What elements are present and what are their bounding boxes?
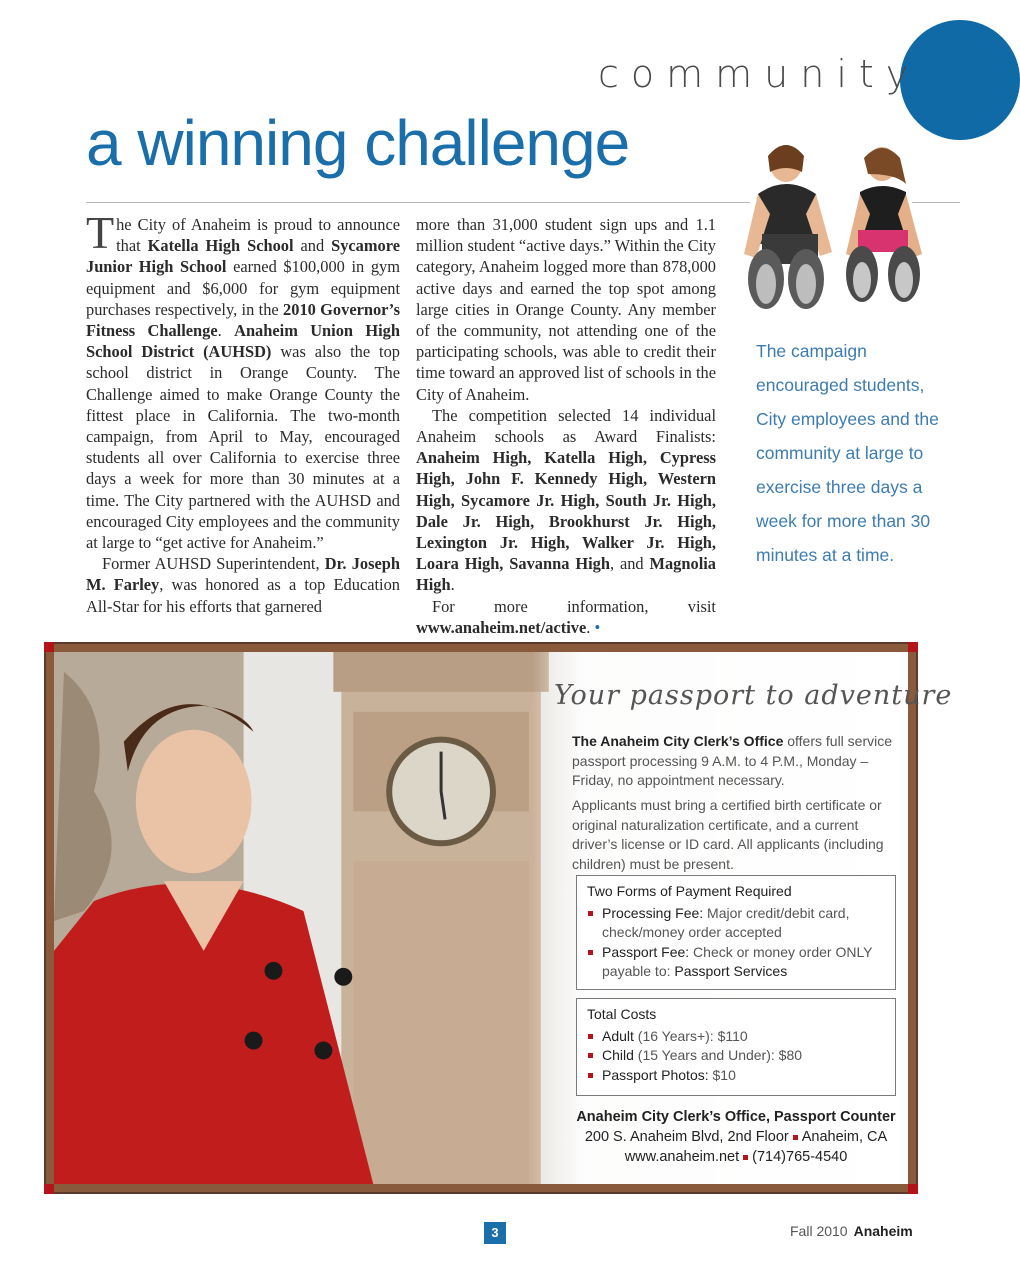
article-headline: a winning challenge xyxy=(86,107,630,179)
section-label: community xyxy=(598,52,921,96)
cost-price: $110 xyxy=(717,1027,748,1044)
contact-city: Anaheim, CA xyxy=(801,1129,888,1145)
payment-label: Passport Fee: xyxy=(602,943,690,960)
ad-corner-mark xyxy=(44,642,54,652)
cost-price: $80 xyxy=(778,1047,803,1063)
paragraph-3: more than 31,000 student sign ups and 1.1 million student “active days.” Within the City category, Anaheim logged more than 878,000 active days and earned the top spot among large cities in Orange County. Any member of the community, not attending one of the participating schools, was able to credit their time toward an approved list of schools in the City of Anaheim. xyxy=(416,215,716,404)
cost-label: Adult xyxy=(602,1027,634,1044)
ad-corner-mark xyxy=(44,1184,54,1194)
cost-price: $10 xyxy=(712,1066,736,1083)
payment-title: Two Forms of Payment Required xyxy=(587,883,792,899)
cost-label: Passport Photos: xyxy=(602,1066,709,1083)
cost-item xyxy=(587,1027,885,1047)
paragraph-2 xyxy=(86,553,400,617)
pull-quote: The campaign encouraged students, City employees and the community at large to exercise three days a week for more than 30 minutes at a time. xyxy=(756,341,939,565)
header-rule xyxy=(86,202,750,203)
article-column-2 xyxy=(416,214,716,638)
finalist-school-last: Magnolia High xyxy=(416,554,716,595)
page-number: 3 xyxy=(484,1222,506,1244)
payment-list xyxy=(587,904,885,982)
school-name: Katella High School xyxy=(147,236,294,256)
passport-ad xyxy=(44,642,953,1194)
cost-label: Child xyxy=(602,1047,634,1063)
payment-value: Check or money order ONLY payable to: xyxy=(602,943,873,979)
text-run: was also the top school district in Orange County. The Challenge aimed to make Orange County the fittest place in California. The two-month campaign, from April to May, encouraged students all over California to exercise three days a week for more than 30 minutes at a time. The City partnered with the AUHSD and encouraged City employees and the community at large to “get active for Anaheim.” xyxy=(86,342,400,553)
payee-name: Passport Services xyxy=(674,963,788,979)
text-run: and xyxy=(293,236,332,256)
costs-title: Total Costs xyxy=(587,1006,657,1022)
ad-title: Your passport to adventure xyxy=(554,680,953,711)
costs-box xyxy=(576,998,896,1096)
text-run: . xyxy=(217,321,235,341)
page-footer xyxy=(790,1223,913,1239)
payment-item xyxy=(587,943,885,982)
contact-phone: (714)765-4540 xyxy=(752,1149,848,1165)
payment-value: Major credit/debit card, check/money order accepted xyxy=(602,904,850,940)
person-name: Dr. Joseph M. Farley xyxy=(86,554,400,595)
text-run: For more information, visit xyxy=(432,596,716,616)
text-run: earned $100,000 in gym equipment and $6,000 for gym equipment purchases respectively, in the xyxy=(86,257,400,319)
paragraph-1 xyxy=(86,207,400,553)
ad-corner-mark xyxy=(908,1184,918,1194)
challenge-name: 2010 Governor’s Fitness Challenge xyxy=(86,299,400,341)
text-run: . xyxy=(586,617,595,637)
ad-content xyxy=(54,652,953,1184)
cost-item xyxy=(587,1046,885,1066)
fitness-photo xyxy=(736,134,936,324)
drop-cap: T xyxy=(86,207,115,258)
issue-date: Fall 2010 xyxy=(790,1223,848,1239)
contact-web-phone-line xyxy=(564,1147,908,1167)
text-run: . xyxy=(450,575,455,595)
info-link[interactable]: www.anaheim.net/active xyxy=(416,617,587,637)
separator-square xyxy=(743,1155,748,1160)
text-run: he City of Anaheim is proud to announce that xyxy=(116,215,400,256)
ad-requirements: Applicants must bring a certified birth certificate or original naturalization certificate, and a current driver’s license or ID card. All applicants (including children) must be present. xyxy=(572,797,884,872)
payment-box xyxy=(576,875,896,990)
end-mark: • xyxy=(594,617,601,637)
cost-detail: (16 Years+): xyxy=(633,1027,718,1044)
ad-intro xyxy=(572,732,902,791)
office-name: The Anaheim City Clerk’s Office xyxy=(572,733,784,749)
contact-name: Anaheim City Clerk’s Office, Passport Counter xyxy=(576,1109,896,1125)
publication-name: Anaheim xyxy=(853,1223,913,1239)
paragraph-5 xyxy=(416,596,716,638)
text-run: Former AUHSD Superintendent, xyxy=(102,554,325,574)
finalist-schools: Anaheim High, Katella High, Cypress High, John F. Kennedy High, Western High, Sycamore Jr. High, South Jr. High, Dale Jr. High, Brookhurst Jr. High, Lexington Jr. High, Walker Jr. High, Loara High, Savanna High xyxy=(416,448,716,574)
cost-item xyxy=(587,1066,885,1086)
ad-contact xyxy=(564,1107,908,1167)
payment-label: Processing Fee: xyxy=(602,904,704,921)
payment-item xyxy=(587,904,885,943)
separator-square xyxy=(793,1135,798,1140)
ad-corner-mark xyxy=(908,642,918,652)
paragraph-4 xyxy=(416,405,716,596)
costs-list xyxy=(587,1027,885,1086)
office-hours: offers full service passport processing 9 A.M. to 4 P.M., Monday – Friday, no appointment necessary. xyxy=(572,733,893,788)
text-run: , and xyxy=(609,554,650,574)
contact-website[interactable]: www.anaheim.net xyxy=(624,1149,740,1165)
contact-address: 200 S. Anaheim Blvd, 2nd Floor xyxy=(584,1129,789,1145)
school-name: Sycamore Junior High School xyxy=(86,236,400,277)
text-run: The competition selected 14 individual Anaheim schools as Award Finalists: xyxy=(416,405,716,447)
cost-detail: (15 Years and Under): xyxy=(633,1047,779,1063)
contact-address-line xyxy=(564,1127,908,1147)
text-run: , was honored as a top Education All-Star for his efforts that garnered xyxy=(86,575,400,616)
article-column-1 xyxy=(86,207,400,617)
district-name: Anaheim Union High School District (AUHSD) xyxy=(86,321,400,362)
